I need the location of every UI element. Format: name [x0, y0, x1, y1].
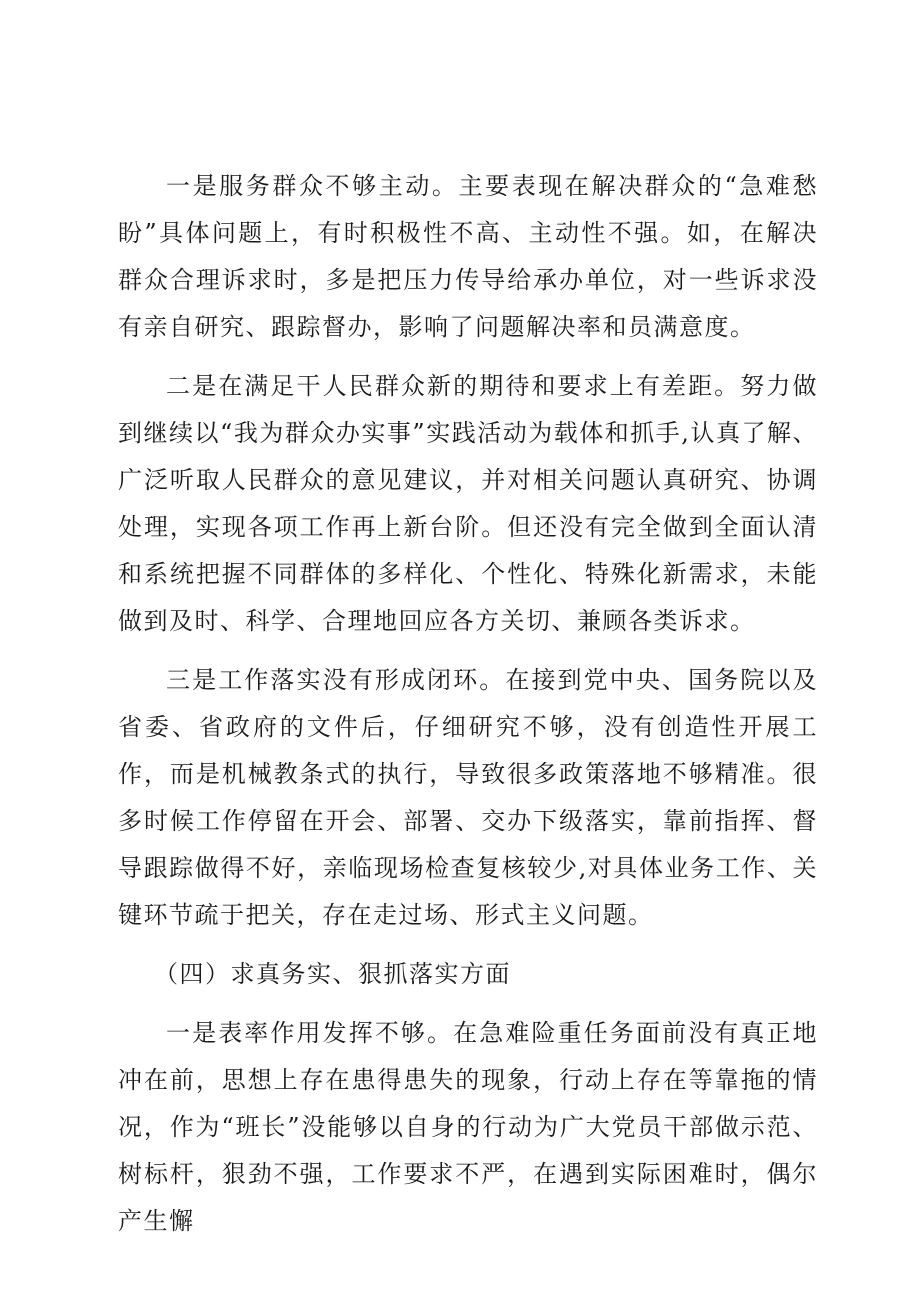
paragraph-2: 二是在满足干人民群众新的期待和要求上有差距。努力做到继续以“我为群众办实事”实践活动为载体和抓手,认真了解、广泛听取人民群众的意见建议，并对相关问题认真研究、协调处理，实现各项工作再上新台阶。但还没有完全做到全面认清和系统把握不同群体的多样化、个性化、特殊化新需求，未能做到及时、科学、合理地回应各方关切、兼顾各类诉求。	[118, 372, 818, 635]
section-heading: （四）求真务实、狠抓落实方面	[154, 960, 511, 988]
paragraph-3: 三是工作落实没有形成闭环。在接到党中央、国务院以及省委、省政府的文件后，仔细研究不够，没有创造性开展工作，而是机械教条式的执行，导致很多政策落地不够精准。很多时候工作停留在开会、部署、交办下级落实，靠前指挥、督导跟踪做得不好，亲临现场检查复核较少,对具体业务工作、关键环节疏于把关，存在走过场、形式主义问题。	[118, 666, 818, 929]
document-body	[118, 163, 818, 1245]
paragraph-1: 一是服务群众不够主动。主要表现在解决群众的“急难愁盼”具体问题上，有时积极性不高、主动性不强。如，在解决群众合理诉求时，多是把压力传导给承办单位，对一些诉求没有亲自研究、跟踪督办，影响了问题解决率和员满意度。	[118, 172, 818, 341]
paragraph-4: 一是表率作用发挥不够。在急难险重任务面前没有真正地冲在前，思想上存在患得患失的现象，行动上存在等靠拖的情况，作为“班长”没能够以自身的行动为广大党员干部做示范、树标杆，狠劲不强，工作要求不严，在遇到实际困难时，偶尔产生懈	[118, 1019, 818, 1235]
